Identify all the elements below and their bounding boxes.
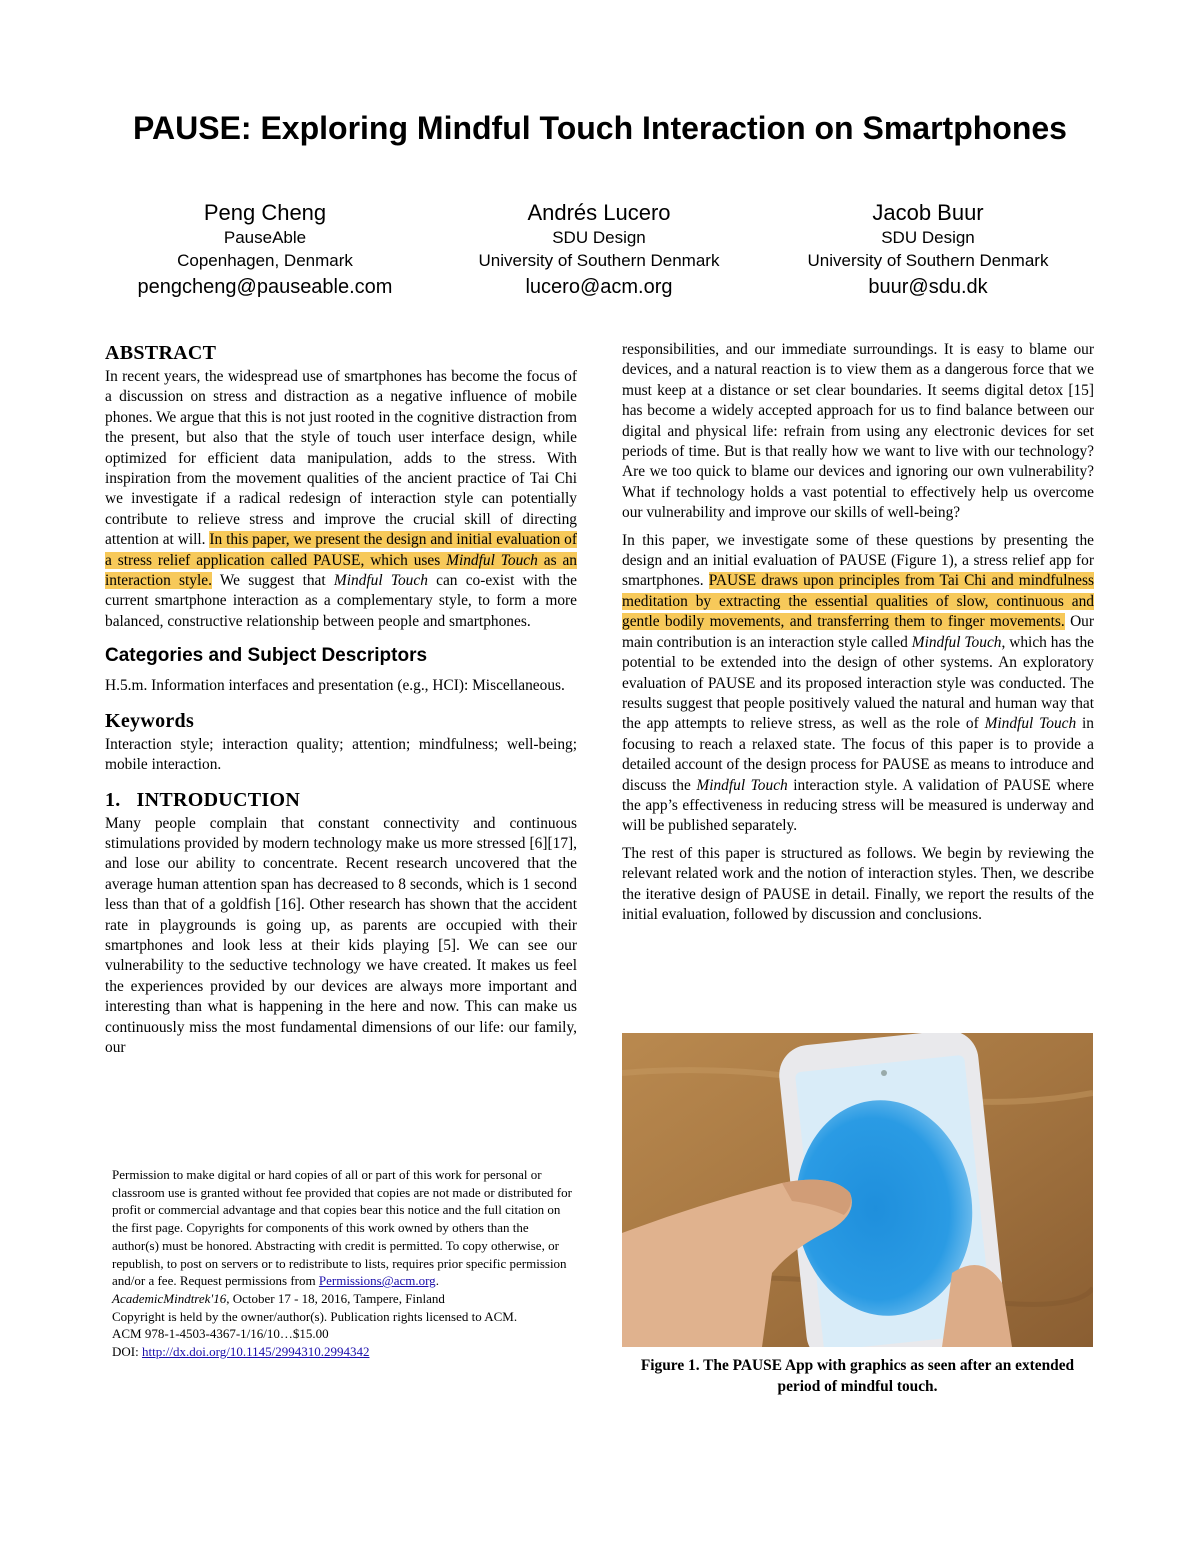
introduction-text-left: Many people complain that constant connectivity and continuous stimulations provided by modern technology make us more stressed [6][17], and lose our ability to concentrate. Recent research uncovered that the average human attention span has decreased to 8 seconds, which is 1 second less than that of a goldfish [16]. Other research has shown that the accident rate in playgrounds is going up, as parents are occupied with their smartphones and look less at their kids playing [5]. We can see our vulnerability to the seductive technology we have created. It makes us feel the experiences provided by our devices are always more important and interesting than what is happening in the here and now. This can make us continuously miss the most fundamental dimensions of our life: our family, our xyxy=(105,814,577,1056)
left-column xyxy=(105,340,577,1058)
abstract-heading: ABSTRACT xyxy=(105,342,217,364)
paper-title: PAUSE: Exploring Mindful Touch Interaction on Smartphones xyxy=(133,110,1067,146)
introduction-heading: 1. INTRODUCTION xyxy=(105,788,301,811)
author-name: Peng Cheng xyxy=(203,200,327,225)
abstract-highlight: In this paper, we present the design and initial evaluation of a stress relief application called PAUSE, which uses Mindful Touch as an interaction style. xyxy=(105,531,577,590)
author-email[interactable]: pengcheng@pauseable.com xyxy=(137,276,393,298)
keywords-text: Interaction style; interaction quality; attention; mindfulness; well-being; mobile interaction. xyxy=(105,735,577,774)
author-name: Jacob Buur xyxy=(872,200,984,225)
figure-caption: Figure 1. The PAUSE App with graphics as seen after an extended period of mindful touch. xyxy=(640,1357,1075,1395)
permission-block: Permission to make digital or hard copies of all or part of this work for personal or classroom use is granted without fee provided that copies are not made or distributed for profit or commercial advantage and that copies bear this notice and the full citation on the first page. Copyrights for components of this work owned by others than the author(s) must be honored. Abstracting with credit is permitted. To copy otherwise, or republish, to post on servers or to redistribute to lists, requires prior specific permission and/or a fee. Request permissions from Permissions@acm.org. AcademicMindtrek'16, October 17 - 18, 2016, Tampere, Finland Copyright is held by the owner/author(s). Publication rights licensed to ACM. ACM 978-1-4503-4367-1/16/10…$15.00 DOI: http://dx.doi.org/10.1145/2994310.2994342 xyxy=(112,1167,572,1360)
permissions-email-link[interactable]: Permissions@acm.org xyxy=(318,1273,436,1289)
author-name: Andrés Lucero xyxy=(527,200,671,225)
keywords-heading: Keywords xyxy=(105,709,195,732)
author-location: Copenhagen, Denmark xyxy=(177,251,353,270)
categories-heading: Categories and Subject Descriptors xyxy=(105,645,428,667)
introduction-text-right: responsibilities, and our immediate surroundings. It is easy to blame our devices, and a natural reaction is to view them as a dangerous force that we must keep at a distance or set clear boundaries. It seems digital detox [15] has become a widely accepted approach for us to find balance between our digital and physical life: refrain from using any electronic devices for set periods of time. But is that really how we want to live with our technology? Are we too quick to blame our devices and ignoring our own vulnerability? What if technology holds a vast potential to effectively help us overcome our vulnerability and improve our skills of well-being? xyxy=(622,341,1094,522)
author-affiliation: SDU Design xyxy=(552,228,646,247)
abstract-text: In recent years, the widespread use of smartphones has become the focus of a discussion on stress and distraction as a negative influence of mobile phones. We argue that this is not just rooted in the cognitive distraction from the present, but also that the style of touch user interface design, while optimized for efficient data manipulation, adds to the stress. With inspiration from the movement qualities of the ancient practice of Tai Chi we investigate if a radical redesign of interaction style can potentially contribute to relieve stress and improve the crucial skill of directing attention at will. In this paper, we present the design and initial evaluation of a stress relief application called PAUSE, which uses Mindful Touch as an interaction style. We suggest that Mindful Touch can co-exist with the current smartphone interaction as a complementary style, to form a more balanced, constructive relationship between people and smartphones. xyxy=(105,368,577,630)
phone-in-hand-illustration xyxy=(622,1033,1093,1347)
acm-isbn: ACM 978-1-4503-4367-1/16/10…$15.00 xyxy=(112,1326,329,1342)
introduction-highlight: PAUSE draws upon principles from Tai Chi and mindfulness meditation by extracting the essential qualities of slow, continuous and gentle bodily movements, and transferring them to finger movements. xyxy=(622,572,1094,631)
figure-photo xyxy=(622,1033,1093,1347)
author-block-3 xyxy=(763,200,1093,302)
author-location: University of Southern Denmark xyxy=(478,251,720,270)
doi-link[interactable]: http://dx.doi.org/10.1145/2994310.2994342 xyxy=(141,1344,370,1360)
introduction-paragraph-2: In this paper, we investigate some of these questions by presenting the design and an initial evaluation of PAUSE (Figure 1), a stress relief app for smartphones. PAUSE draws upon principles from Tai Chi and mindfulness meditation by extracting the essential qualities of slow, continuous and gentle bodily movements, and transferring them to finger movements. Our main contribution is an interaction style called Mindful Touch, which has the potential to be extended into the design of other systems. An exploratory evaluation of PAUSE and its proposed interaction style was conducted. The results suggest that people positively valued the natural and human way that the app attempts to relieve stress, as well as the role of Mindful Touch in focusing to reach a relaxed state. The focus of this paper is to provide a detailed account of the design process for PAUSE as means to introduce and discuss the Mindful Touch interaction style. A validation of PAUSE where the app’s effectiveness in reducing stress will be measured is underway and will be published separately. xyxy=(622,531,1094,835)
author-location: University of Southern Denmark xyxy=(807,251,1049,270)
conference-name: AcademicMindtrek'16 xyxy=(112,1290,227,1306)
copyright-text: Copyright is held by the owner/author(s). Publication rights licensed to ACM. xyxy=(112,1308,518,1324)
author-block-1 xyxy=(100,200,430,302)
author-block-2 xyxy=(434,200,764,302)
author-email[interactable]: buur@sdu.dk xyxy=(868,276,988,298)
author-affiliation: SDU Design xyxy=(881,228,975,247)
right-column xyxy=(622,340,1094,925)
author-email[interactable]: lucero@acm.org xyxy=(525,276,673,298)
introduction-paragraph-3: The rest of this paper is structured as follows. We begin by reviewing the relevant related work and the notion of interaction styles. Then, we describe the iterative design of PAUSE in detail. Finally, we report the results of the initial evaluation, followed by discussion and conclusions. xyxy=(622,844,1094,923)
categories-text: H.5.m. Information interfaces and presentation (e.g., HCI): Miscellaneous. xyxy=(105,677,565,695)
author-affiliation: PauseAble xyxy=(223,228,307,247)
